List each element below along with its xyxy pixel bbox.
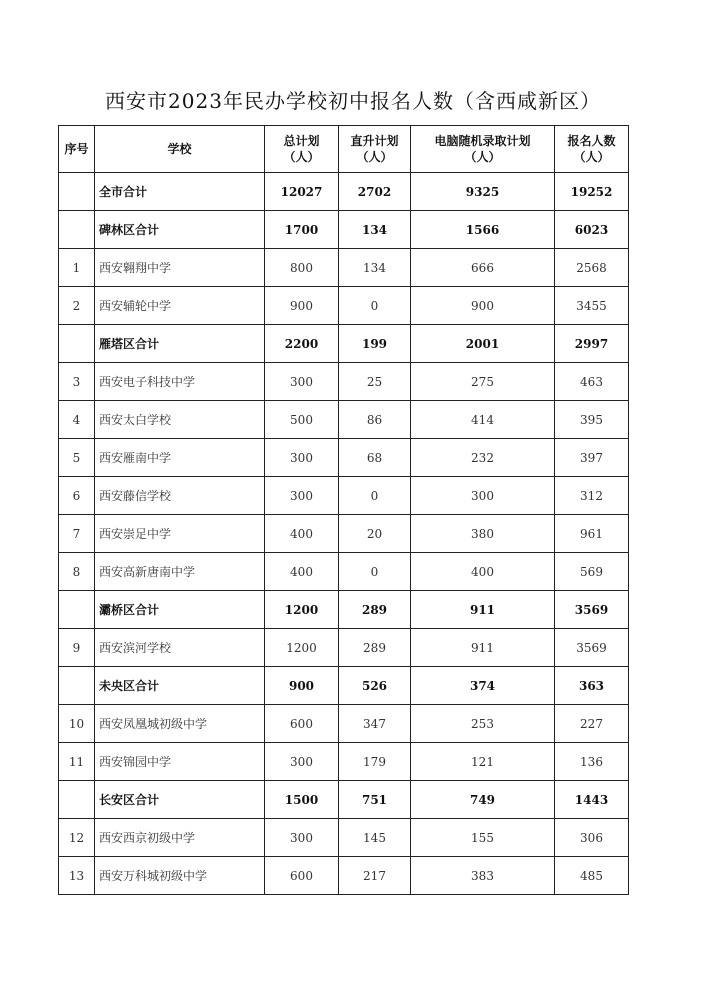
applicants-cell: 3455 — [555, 287, 629, 325]
lottery-plan-cell: 900 — [411, 287, 555, 325]
school-cell: 雁塔区合计 — [95, 325, 265, 363]
school-cell: 西安太白学校 — [95, 401, 265, 439]
total-plan-cell: 1700 — [265, 211, 339, 249]
school-cell: 西安万科城初级中学 — [95, 857, 265, 895]
total-plan-cell: 300 — [265, 477, 339, 515]
school-cell: 西安辅轮中学 — [95, 287, 265, 325]
seq-cell: 13 — [59, 857, 95, 895]
school-cell: 西安藤信学校 — [95, 477, 265, 515]
applicants-cell: 485 — [555, 857, 629, 895]
direct-plan-cell: 20 — [339, 515, 411, 553]
table-row — [59, 857, 629, 895]
subtotal-row — [59, 591, 629, 629]
applicants-cell: 2568 — [555, 249, 629, 287]
lottery-plan-cell: 232 — [411, 439, 555, 477]
school-cell: 未央区合计 — [95, 667, 265, 705]
applicants-cell: 463 — [555, 363, 629, 401]
total-plan-cell: 300 — [265, 743, 339, 781]
school-cell: 全市合计 — [95, 173, 265, 211]
school-cell: 西安电子科技中学 — [95, 363, 265, 401]
total-plan-cell: 1200 — [265, 629, 339, 667]
lottery-plan-cell: 749 — [411, 781, 555, 819]
direct-plan-cell: 179 — [339, 743, 411, 781]
applicants-cell: 395 — [555, 401, 629, 439]
school-cell: 西安崇足中学 — [95, 515, 265, 553]
table-row — [59, 287, 629, 325]
seq-cell — [59, 591, 95, 629]
school-cell: 长安区合计 — [95, 781, 265, 819]
header-direct-plan: 直升计划 （人） — [339, 126, 411, 173]
table-row — [59, 705, 629, 743]
seq-cell — [59, 211, 95, 249]
total-plan-cell: 1200 — [265, 591, 339, 629]
lottery-plan-cell: 383 — [411, 857, 555, 895]
table-row — [59, 553, 629, 591]
applicants-cell: 1443 — [555, 781, 629, 819]
total-plan-cell: 2200 — [265, 325, 339, 363]
subtotal-row — [59, 667, 629, 705]
seq-cell: 9 — [59, 629, 95, 667]
direct-plan-cell: 145 — [339, 819, 411, 857]
lottery-plan-cell: 155 — [411, 819, 555, 857]
direct-plan-cell: 289 — [339, 591, 411, 629]
table-row — [59, 363, 629, 401]
direct-plan-cell: 0 — [339, 477, 411, 515]
seq-cell: 2 — [59, 287, 95, 325]
lottery-plan-cell: 911 — [411, 591, 555, 629]
total-plan-cell: 800 — [265, 249, 339, 287]
header-total-plan: 总计划 （人） — [265, 126, 339, 173]
lottery-plan-cell: 666 — [411, 249, 555, 287]
header-seq: 序号 — [59, 126, 95, 173]
applicants-cell: 227 — [555, 705, 629, 743]
subtotal-row — [59, 325, 629, 363]
total-plan-cell: 300 — [265, 363, 339, 401]
applicants-cell: 312 — [555, 477, 629, 515]
seq-cell — [59, 173, 95, 211]
seq-cell: 8 — [59, 553, 95, 591]
seq-cell — [59, 781, 95, 819]
direct-plan-cell: 68 — [339, 439, 411, 477]
applicants-cell: 306 — [555, 819, 629, 857]
seq-cell: 3 — [59, 363, 95, 401]
lottery-plan-cell: 275 — [411, 363, 555, 401]
direct-plan-cell: 217 — [339, 857, 411, 895]
lottery-plan-cell: 380 — [411, 515, 555, 553]
direct-plan-cell: 347 — [339, 705, 411, 743]
table-row — [59, 249, 629, 287]
table-row — [59, 819, 629, 857]
total-plan-cell: 900 — [265, 667, 339, 705]
total-plan-cell: 600 — [265, 705, 339, 743]
seq-cell — [59, 325, 95, 363]
lottery-plan-cell: 911 — [411, 629, 555, 667]
total-plan-cell: 400 — [265, 515, 339, 553]
seq-cell: 12 — [59, 819, 95, 857]
direct-plan-cell: 134 — [339, 211, 411, 249]
school-cell: 西安雁南中学 — [95, 439, 265, 477]
applicants-cell: 136 — [555, 743, 629, 781]
direct-plan-cell: 751 — [339, 781, 411, 819]
applicants-cell: 363 — [555, 667, 629, 705]
seq-cell: 1 — [59, 249, 95, 287]
direct-plan-cell: 2702 — [339, 173, 411, 211]
total-plan-cell: 300 — [265, 439, 339, 477]
applicants-cell: 961 — [555, 515, 629, 553]
total-plan-cell: 600 — [265, 857, 339, 895]
applicants-cell: 3569 — [555, 629, 629, 667]
school-cell: 西安翱翔中学 — [95, 249, 265, 287]
applicants-cell: 569 — [555, 553, 629, 591]
header-lottery-plan: 电脑随机录取计划 （人） — [411, 126, 555, 173]
seq-cell: 11 — [59, 743, 95, 781]
direct-plan-cell: 0 — [339, 553, 411, 591]
total-plan-cell: 300 — [265, 819, 339, 857]
total-plan-cell: 900 — [265, 287, 339, 325]
applicants-cell: 6023 — [555, 211, 629, 249]
table-row — [59, 743, 629, 781]
direct-plan-cell: 199 — [339, 325, 411, 363]
applicants-cell: 3569 — [555, 591, 629, 629]
table-row — [59, 401, 629, 439]
lottery-plan-cell: 300 — [411, 477, 555, 515]
direct-plan-cell: 25 — [339, 363, 411, 401]
lottery-plan-cell: 374 — [411, 667, 555, 705]
enrollment-table — [58, 125, 629, 895]
school-cell: 灞桥区合计 — [95, 591, 265, 629]
school-cell: 西安凤凰城初级中学 — [95, 705, 265, 743]
seq-cell: 4 — [59, 401, 95, 439]
table-row — [59, 439, 629, 477]
direct-plan-cell: 289 — [339, 629, 411, 667]
lottery-plan-cell: 9325 — [411, 173, 555, 211]
total-plan-cell: 1500 — [265, 781, 339, 819]
table-row — [59, 515, 629, 553]
lottery-plan-cell: 121 — [411, 743, 555, 781]
total-plan-cell: 400 — [265, 553, 339, 591]
school-cell: 西安高新唐南中学 — [95, 553, 265, 591]
seq-cell: 5 — [59, 439, 95, 477]
seq-cell: 10 — [59, 705, 95, 743]
school-cell: 西安西京初级中学 — [95, 819, 265, 857]
applicants-cell: 397 — [555, 439, 629, 477]
lottery-plan-cell: 1566 — [411, 211, 555, 249]
lottery-plan-cell: 253 — [411, 705, 555, 743]
lottery-plan-cell: 414 — [411, 401, 555, 439]
seq-cell — [59, 667, 95, 705]
subtotal-row — [59, 173, 629, 211]
direct-plan-cell: 134 — [339, 249, 411, 287]
subtotal-row — [59, 211, 629, 249]
school-cell: 西安锦园中学 — [95, 743, 265, 781]
school-cell: 碑林区合计 — [95, 211, 265, 249]
total-plan-cell: 500 — [265, 401, 339, 439]
header-row — [59, 126, 629, 173]
seq-cell: 7 — [59, 515, 95, 553]
applicants-cell: 19252 — [555, 173, 629, 211]
direct-plan-cell: 86 — [339, 401, 411, 439]
page-title: 西安市2023年民办学校初中报名人数（含西咸新区） — [105, 89, 601, 113]
total-plan-cell: 12027 — [265, 173, 339, 211]
subtotal-row — [59, 781, 629, 819]
table-row — [59, 629, 629, 667]
lottery-plan-cell: 400 — [411, 553, 555, 591]
table-row — [59, 477, 629, 515]
school-cell: 西安滨河学校 — [95, 629, 265, 667]
applicants-cell: 2997 — [555, 325, 629, 363]
direct-plan-cell: 0 — [339, 287, 411, 325]
header-applicants: 报名人数 （人） — [555, 126, 629, 173]
lottery-plan-cell: 2001 — [411, 325, 555, 363]
direct-plan-cell: 526 — [339, 667, 411, 705]
header-school: 学校 — [95, 126, 265, 173]
seq-cell: 6 — [59, 477, 95, 515]
